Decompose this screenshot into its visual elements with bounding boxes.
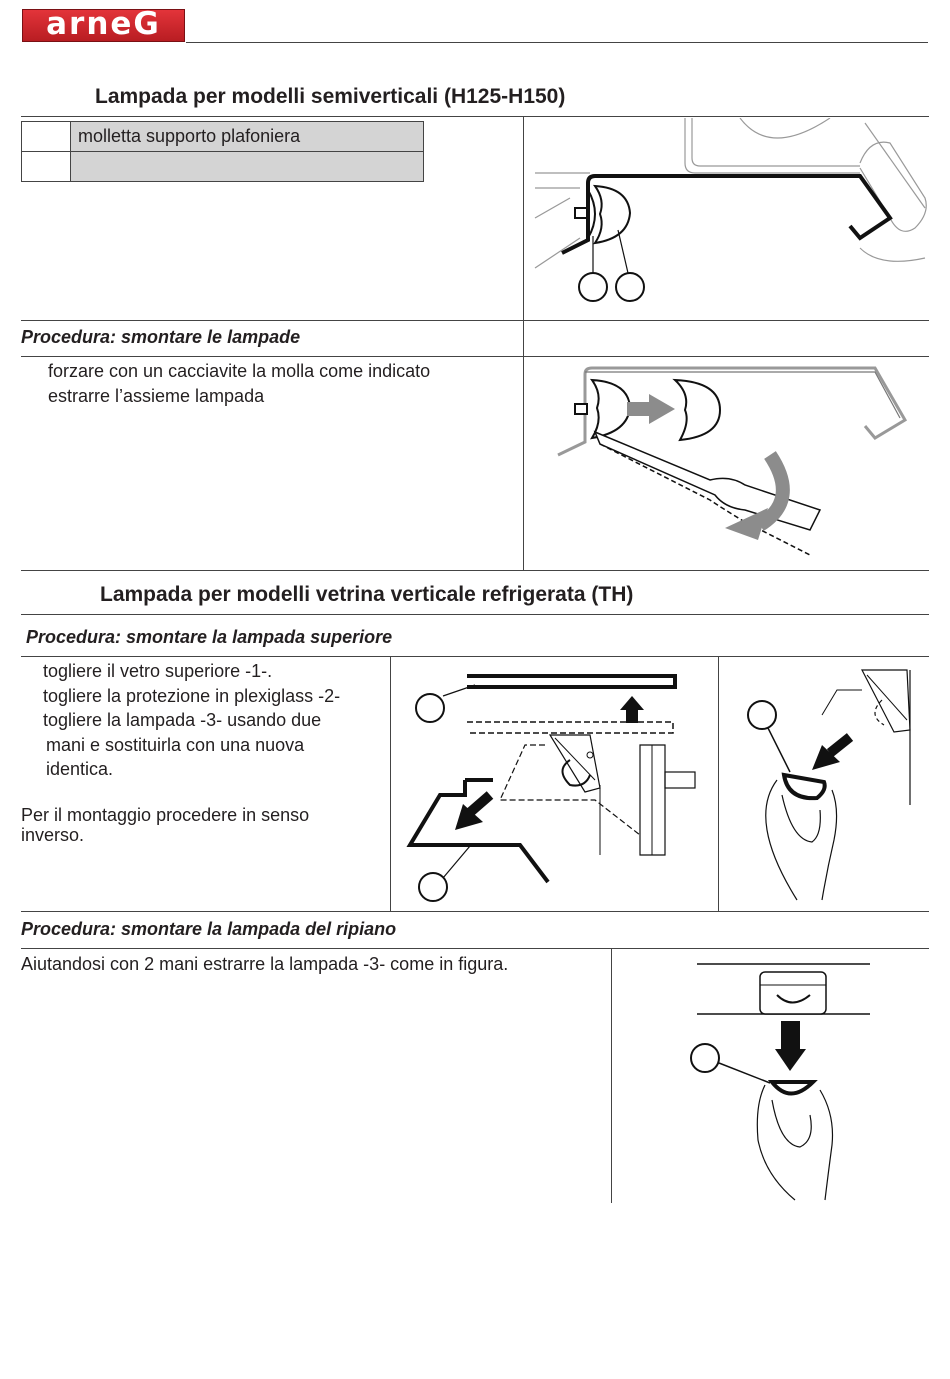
top-lamp-figure <box>395 660 715 908</box>
callout-circle-icon <box>748 701 776 729</box>
note-text: Per il montaggio procedere in senso <box>21 805 310 825</box>
divider <box>718 657 719 911</box>
procedure-title: Procedura: smontare la lampada del ripiano <box>21 919 397 939</box>
table-row <box>22 152 424 182</box>
lamp-clip-figure <box>530 118 930 318</box>
arneg-logo <box>22 6 185 42</box>
note-text: inverso. <box>21 825 85 845</box>
rule <box>21 614 929 615</box>
screwdriver-figure <box>530 360 930 565</box>
shelf-procedure-text: Aiutandosi con 2 mani estrarre la lampada -3- come in figura. <box>21 954 509 974</box>
callout-circle-icon <box>691 1044 719 1072</box>
rule <box>21 320 929 321</box>
callout-circle-icon <box>579 273 607 301</box>
part-label <box>71 152 424 182</box>
header-rule <box>186 42 928 43</box>
part-number <box>22 122 71 152</box>
rule <box>21 656 929 657</box>
procedure-steps <box>43 659 340 782</box>
step-text: estrarre l’assieme lampada <box>48 385 265 406</box>
procedure-title: Procedura: smontare le lampade <box>21 327 301 347</box>
part-label: molletta supporto plafoniera <box>71 122 424 152</box>
table-row <box>22 122 424 152</box>
parts-table <box>21 121 424 182</box>
rule <box>21 570 929 571</box>
rule <box>21 948 929 949</box>
divider <box>611 949 612 1203</box>
section2-title: Lampada per modelli vetrina verticale refrigerata (TH) <box>100 583 634 606</box>
step-text: togliere la protezione in plexiglass -2- <box>43 685 341 706</box>
assembly-note <box>21 805 309 845</box>
divider <box>390 657 391 911</box>
step-text: mani e sostituirla con una nuova <box>46 734 305 755</box>
step-text: forzare con un cacciavite la molla come indicato <box>48 361 431 381</box>
step-text: togliere la lampada -3- usando due <box>43 710 322 730</box>
callout-circle-icon <box>616 273 644 301</box>
callout-circle-icon <box>416 694 444 722</box>
rule <box>21 356 929 357</box>
shelf-lamp-figure <box>680 955 880 1205</box>
part-number <box>22 152 71 182</box>
section1-rule <box>21 116 929 117</box>
step-text: togliere il vetro superiore -1-. <box>43 661 273 681</box>
callout-circle-icon <box>419 873 447 901</box>
hand-lamp-figure <box>722 660 927 908</box>
rule <box>21 911 929 912</box>
section1-title: Lampada per modelli semiverticali (H125-H150) <box>95 85 566 108</box>
step-text: identica. <box>46 759 114 779</box>
procedure-steps <box>48 359 430 408</box>
logo-text: arneG <box>46 6 161 42</box>
section1-divider <box>523 117 524 570</box>
procedure-title: Procedura: smontare la lampada superiore <box>26 627 393 647</box>
